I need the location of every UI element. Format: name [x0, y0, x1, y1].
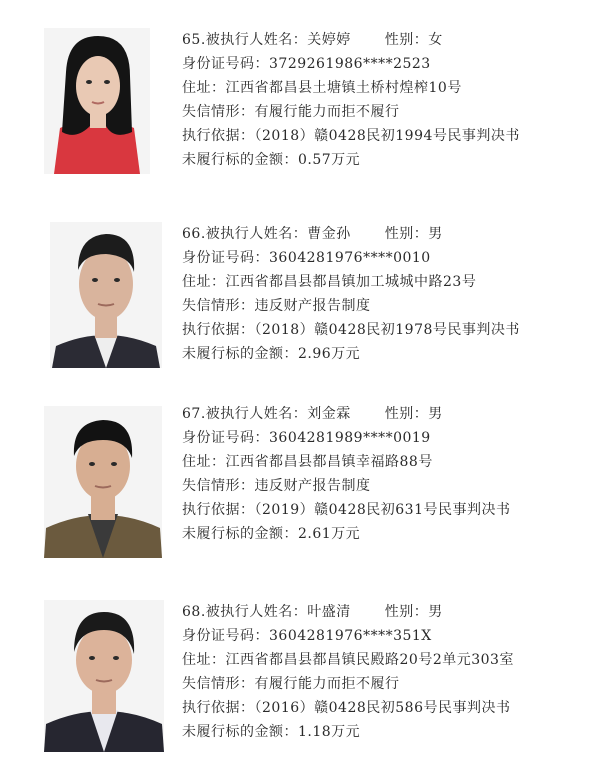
unpaid-amount: 未履行标的金额：2.61万元 [182, 526, 361, 542]
name-line [182, 28, 520, 52]
portrait-photo [44, 406, 162, 558]
gender: 性别：男 [384, 406, 443, 422]
address: 住址：江西省都昌县都昌镇加工城城中路23号 [182, 274, 477, 290]
id-number: 身份证号码：3729261986****2523 [182, 56, 431, 72]
person-name: 67.被执行人姓名：刘金霖 [182, 406, 351, 422]
face [76, 56, 120, 116]
gender: 性别：女 [384, 32, 443, 48]
portrait-photo [44, 28, 150, 174]
person-name: 65.被执行人姓名：关婷婷 [182, 32, 351, 48]
name-line [182, 222, 520, 246]
person-name: 68.被执行人姓名：叶盛清 [182, 604, 351, 620]
address: 住址：江西省都昌县都昌镇民殿路20号2单元303室 [182, 652, 514, 668]
person-portrait-icon [44, 600, 164, 752]
record-info [182, 222, 520, 366]
face [76, 626, 132, 694]
enforcement-basis: 执行依据：（2018）赣0428民初1994号民事判决书 [182, 128, 520, 144]
id-number: 身份证号码：3604281989****0019 [182, 430, 431, 446]
dishonesty-situation: 失信情形：有履行能力而拒不履行 [182, 104, 400, 120]
portrait-photo [44, 600, 164, 752]
id-number: 身份证号码：3604281976****0010 [182, 250, 431, 266]
portrait-photo [50, 222, 162, 368]
gender: 性别：男 [384, 604, 443, 620]
enforcement-basis: 执行依据：（2019）赣0428民初631号民事判决书 [182, 502, 511, 518]
name-line [182, 600, 514, 624]
id-number: 身份证号码：3604281976****351X [182, 628, 432, 644]
enforcement-basis: 执行依据：（2018）赣0428民初1978号民事判决书 [182, 322, 520, 338]
name-line [182, 402, 510, 426]
address: 住址：江西省都昌县都昌镇幸福路88号 [182, 454, 433, 470]
record-info [182, 402, 510, 546]
address: 住址：江西省都昌县土塘镇土桥村煌榨10号 [182, 80, 462, 96]
unpaid-amount: 未履行标的金额：2.96万元 [182, 346, 361, 362]
dishonesty-situation: 失信情形：违反财产报告制度 [182, 298, 371, 314]
dishonesty-situation: 失信情形：违反财产报告制度 [182, 478, 371, 494]
record-info [182, 28, 520, 172]
enforcement-basis: 执行依据：（2016）赣0428民初586号民事判决书 [182, 700, 511, 716]
gender: 性别：男 [384, 226, 443, 242]
unpaid-amount: 未履行标的金额：0.57万元 [182, 152, 361, 168]
record-info [182, 600, 514, 744]
unpaid-amount: 未履行标的金额：1.18万元 [182, 724, 361, 740]
person-name: 66.被执行人姓名：曹金孙 [182, 226, 351, 242]
person-portrait-icon [44, 406, 162, 558]
dishonesty-situation: 失信情形：有履行能力而拒不履行 [182, 676, 400, 692]
neck [90, 112, 106, 128]
person-portrait-icon [50, 222, 162, 368]
person-portrait-icon [44, 28, 150, 174]
